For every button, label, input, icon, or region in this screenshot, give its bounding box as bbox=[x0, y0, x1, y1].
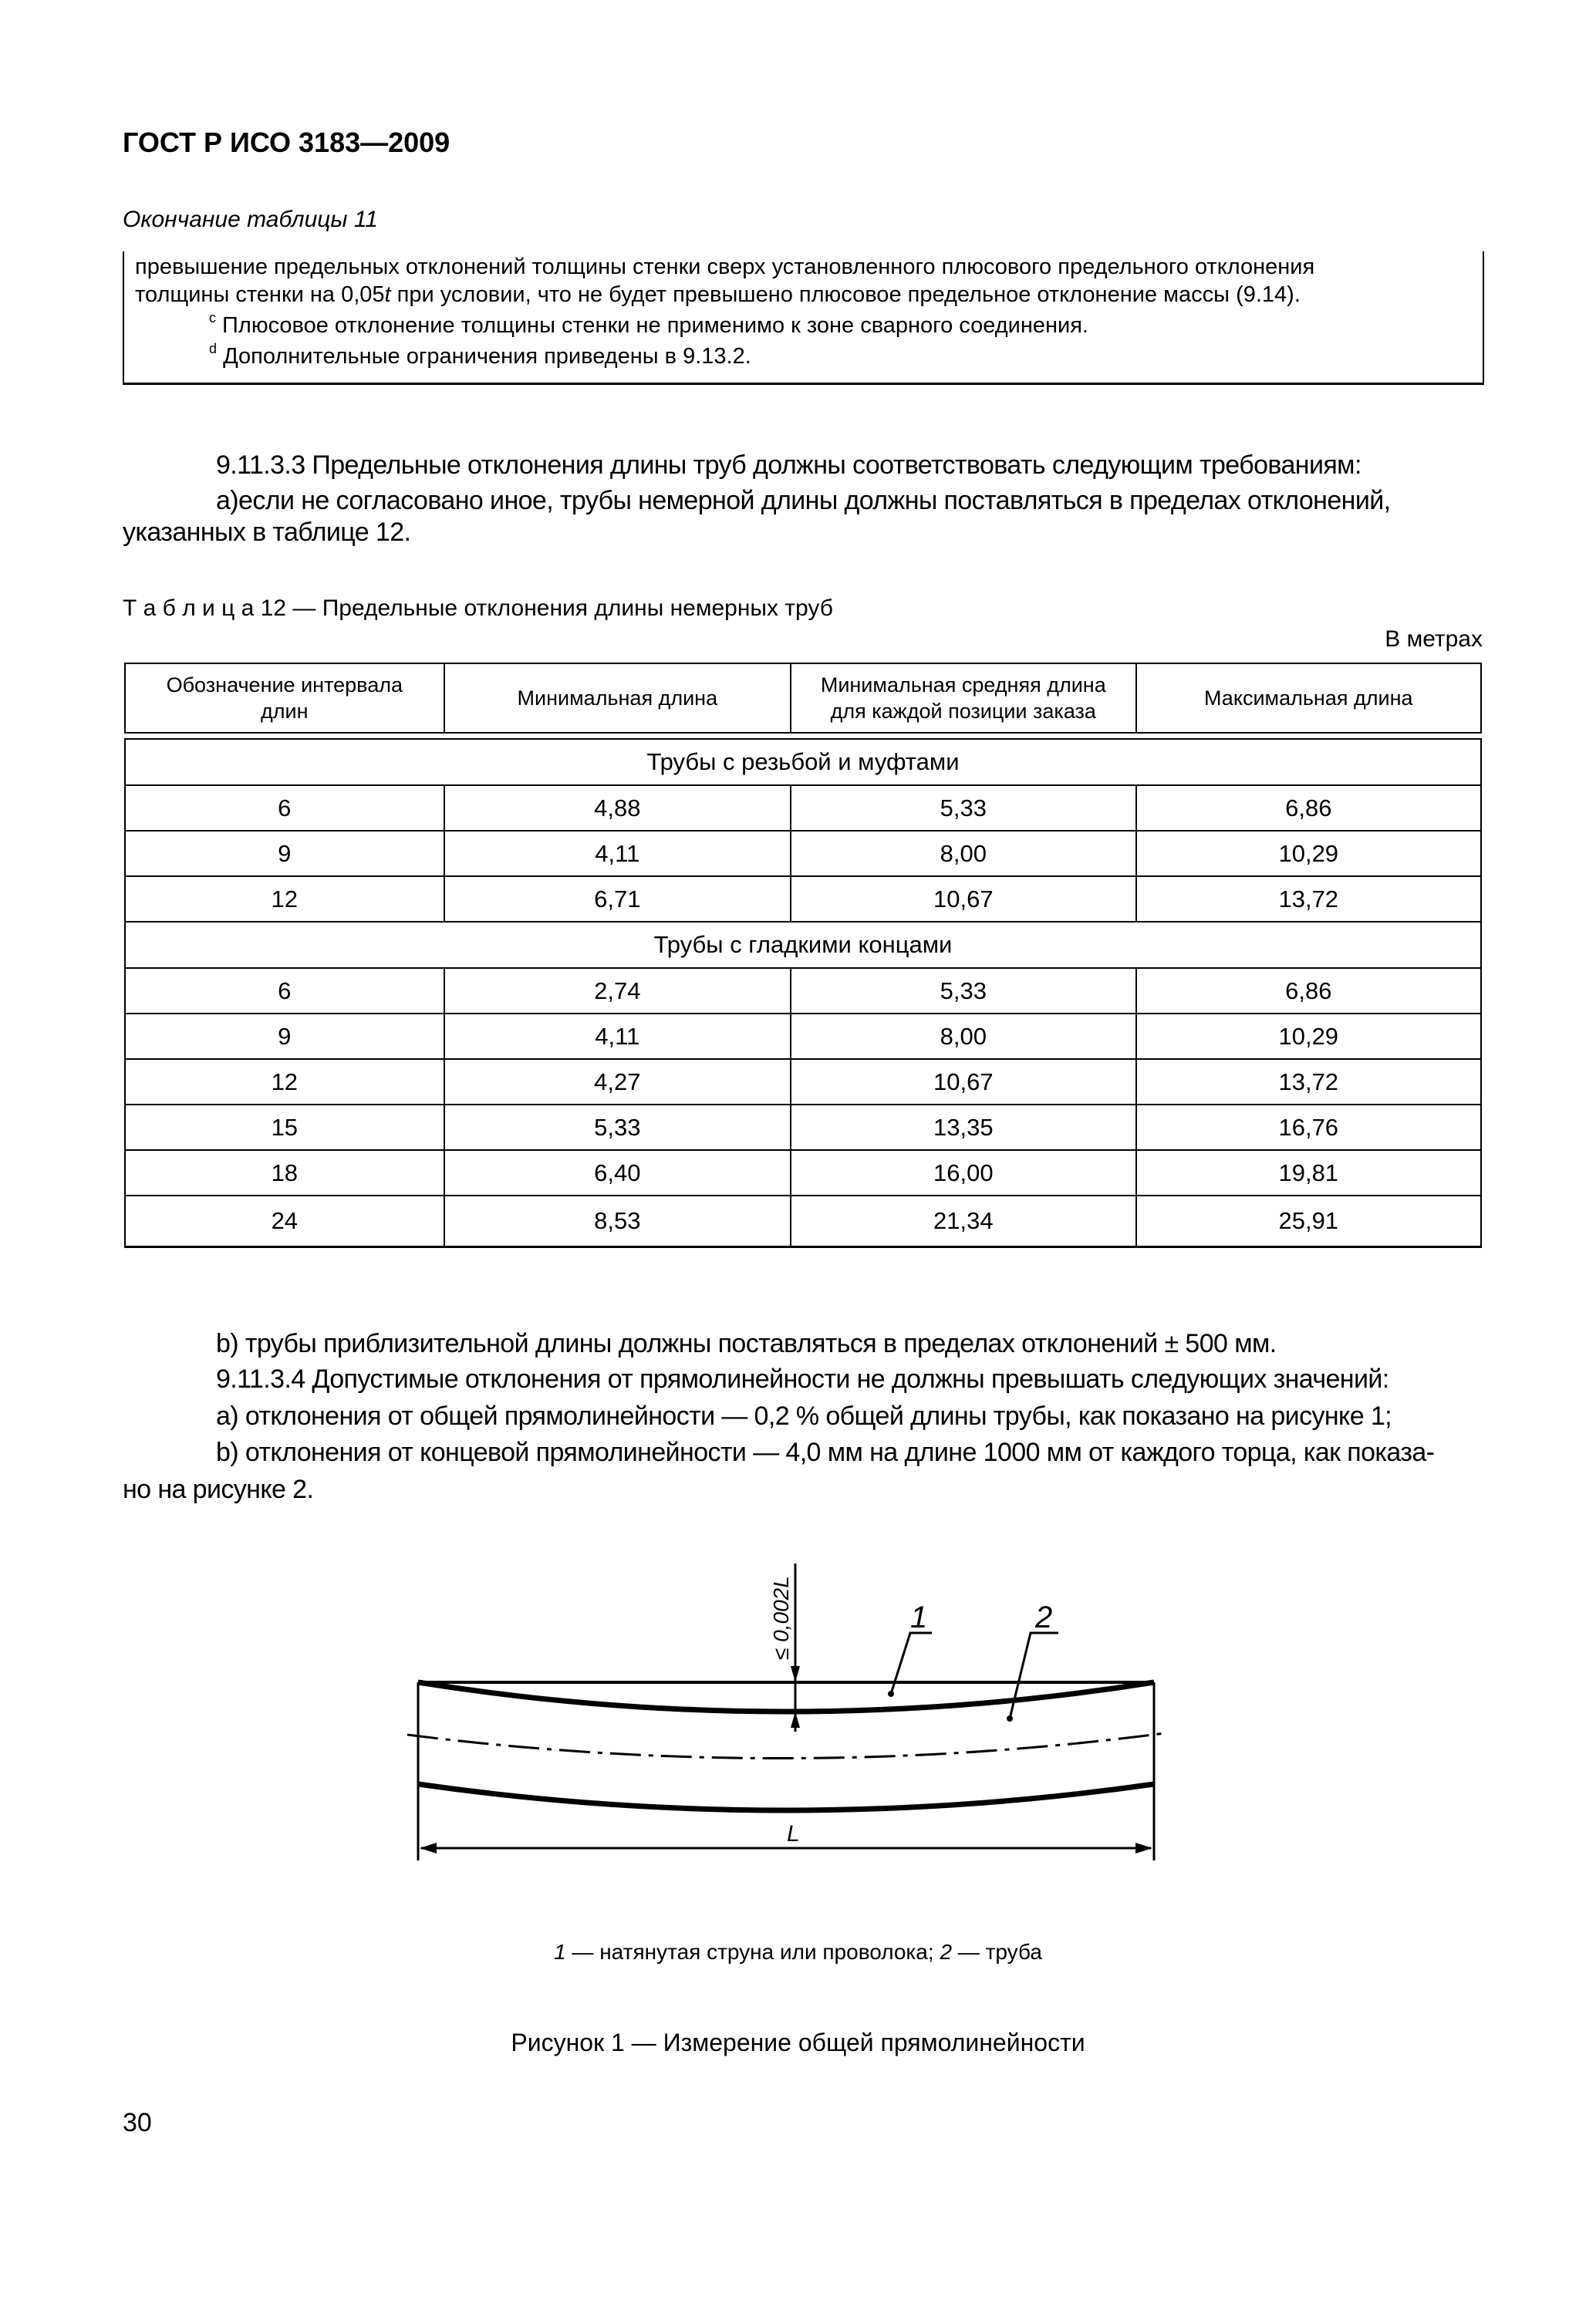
deviation-label: ≤ 0,002L bbox=[769, 1576, 793, 1660]
footnote-mark: d bbox=[209, 341, 218, 356]
cell: 9 bbox=[125, 1014, 444, 1059]
pipe-bottom-edge bbox=[418, 1784, 1154, 1810]
section-title: Трубы с резьбой и муфтами bbox=[125, 739, 1481, 785]
cell: 8,53 bbox=[444, 1196, 791, 1247]
figure1-caption: Рисунок 1 — Измерение общей прямолинейности bbox=[511, 2029, 1085, 2056]
legend-text: — натянутая струна или проволока; bbox=[565, 1940, 940, 1964]
callout-1: 1 bbox=[910, 1601, 928, 1634]
table12-units: В метрах bbox=[1385, 626, 1483, 652]
cell: 8,00 bbox=[791, 1014, 1136, 1059]
cell: 5,33 bbox=[791, 785, 1136, 831]
cell: 19,81 bbox=[1136, 1150, 1481, 1196]
cell: 6,86 bbox=[1136, 968, 1481, 1014]
paragraph-item-b2-cont: но на рисунке 2. bbox=[123, 1475, 314, 1504]
legend-text: — труба bbox=[952, 1940, 1042, 1964]
cell: 6,86 bbox=[1136, 785, 1481, 831]
figure1-legend bbox=[0, 1940, 1596, 1965]
paragraph-item-a2: а) отклонения от общей прямолинейности — 0,2 % общей длины трубы, как показано на рисунке 1; bbox=[216, 1402, 1392, 1431]
cell: 4,27 bbox=[444, 1059, 791, 1105]
cell: 21,34 bbox=[791, 1196, 1136, 1247]
cell: 15 bbox=[125, 1105, 444, 1150]
paragraph-9-11-3-3: 9.11.3.3 Предельные отклонения длины труб должны соответствовать следующим требованиям: bbox=[216, 450, 1361, 480]
footnote-text: Плюсовое отклонение толщины стенки не применимо к зоне сварного соединения. bbox=[216, 313, 1088, 338]
cell: 8,00 bbox=[791, 831, 1136, 876]
table-continuation-caption: Окончание таблицы 11 bbox=[123, 207, 378, 232]
page-number: 30 bbox=[123, 2108, 152, 2137]
callout-1-leader bbox=[891, 1633, 932, 1694]
column-header: Максимальная длина bbox=[1136, 663, 1481, 733]
cell: 5,33 bbox=[791, 968, 1136, 1014]
cell: 13,72 bbox=[1136, 876, 1481, 922]
cell: 2,74 bbox=[444, 968, 791, 1014]
cell: 25,91 bbox=[1136, 1196, 1481, 1247]
table11-text-line: превышение предельных отклонений толщины стенки сверх установленного плюсового предельного отклонения bbox=[135, 255, 1315, 279]
paragraph-item-a-cont: указанных в таблице 12. bbox=[123, 518, 411, 547]
paragraph-item-a: а)если не согласовано иное, трубы немерной длины должны поставляться в пределах отклонений, bbox=[216, 486, 1391, 515]
document-header: ГОСТ Р ИСО 3183—2009 bbox=[123, 126, 450, 158]
cell: 6,71 bbox=[444, 876, 791, 922]
column-header: Минимальная длина bbox=[444, 663, 791, 733]
section-title: Трубы с гладкими концами bbox=[125, 922, 1481, 968]
cell: 9 bbox=[125, 831, 444, 876]
cell: 4,11 bbox=[444, 831, 791, 876]
cell: 5,33 bbox=[444, 1105, 791, 1150]
cell: 6 bbox=[125, 968, 444, 1014]
pipe-top-edge bbox=[418, 1682, 1154, 1712]
column-header: Обозначение интервала длин bbox=[125, 663, 444, 733]
table12-caption: Т а б л и ц а 12 — Предельные отклонения длины немерных труб bbox=[123, 595, 833, 621]
paragraph-item-b2: b) отклонения от концевой прямолинейности — 4,0 мм на длине 1000 мм от каждого торца, как показа- bbox=[216, 1438, 1435, 1467]
cell: 6 bbox=[125, 785, 444, 831]
text: при условии, что не будет превышено плюсовое предельное отклонение массы (9.14). bbox=[390, 282, 1301, 307]
cell: 10,67 bbox=[791, 876, 1136, 922]
cell: 10,29 bbox=[1136, 831, 1481, 876]
pipe-centerline bbox=[407, 1733, 1165, 1759]
cell: 18 bbox=[125, 1150, 444, 1196]
cell: 12 bbox=[125, 1059, 444, 1105]
legend-key: 1 bbox=[554, 1940, 566, 1964]
callout-2: 2 bbox=[1035, 1601, 1053, 1634]
cell: 24 bbox=[125, 1196, 444, 1247]
cell: 4,88 bbox=[444, 785, 791, 831]
callout-2-leader bbox=[1010, 1633, 1058, 1719]
symbol-t: t bbox=[384, 282, 391, 307]
arrow-down-icon bbox=[791, 1666, 800, 1682]
footnote-text: Дополнительные ограничения приведены в 9.13.2. bbox=[217, 344, 751, 369]
length-label: L bbox=[787, 1821, 800, 1847]
cell: 13,72 bbox=[1136, 1059, 1481, 1105]
cell: 10,67 bbox=[791, 1059, 1136, 1105]
paragraph-9-11-3-4: 9.11.3.4 Допустимые отклонения от прямолинейности не должны превышать следующих значений: bbox=[216, 1364, 1389, 1394]
legend-key: 2 bbox=[940, 1940, 953, 1964]
cell: 16,00 bbox=[791, 1150, 1136, 1196]
cell: 12 bbox=[125, 876, 444, 922]
paragraph-item-b: b) трубы приблизительной длины должны поставляться в пределах отклонений ± 500 мм. bbox=[216, 1329, 1277, 1358]
cell: 6,40 bbox=[444, 1150, 791, 1196]
column-header: Минимальная средняя длина для каждой позиции заказа bbox=[791, 663, 1136, 733]
cell: 16,76 bbox=[1136, 1105, 1481, 1150]
cell: 13,35 bbox=[791, 1105, 1136, 1150]
arrow-left-icon bbox=[420, 1843, 437, 1854]
cell: 10,29 bbox=[1136, 1014, 1481, 1059]
cell: 4,11 bbox=[444, 1014, 791, 1059]
text: толщины стенки на 0,05 bbox=[135, 282, 385, 307]
arrow-right-icon bbox=[1135, 1843, 1152, 1854]
footnote-mark: c bbox=[209, 310, 216, 326]
